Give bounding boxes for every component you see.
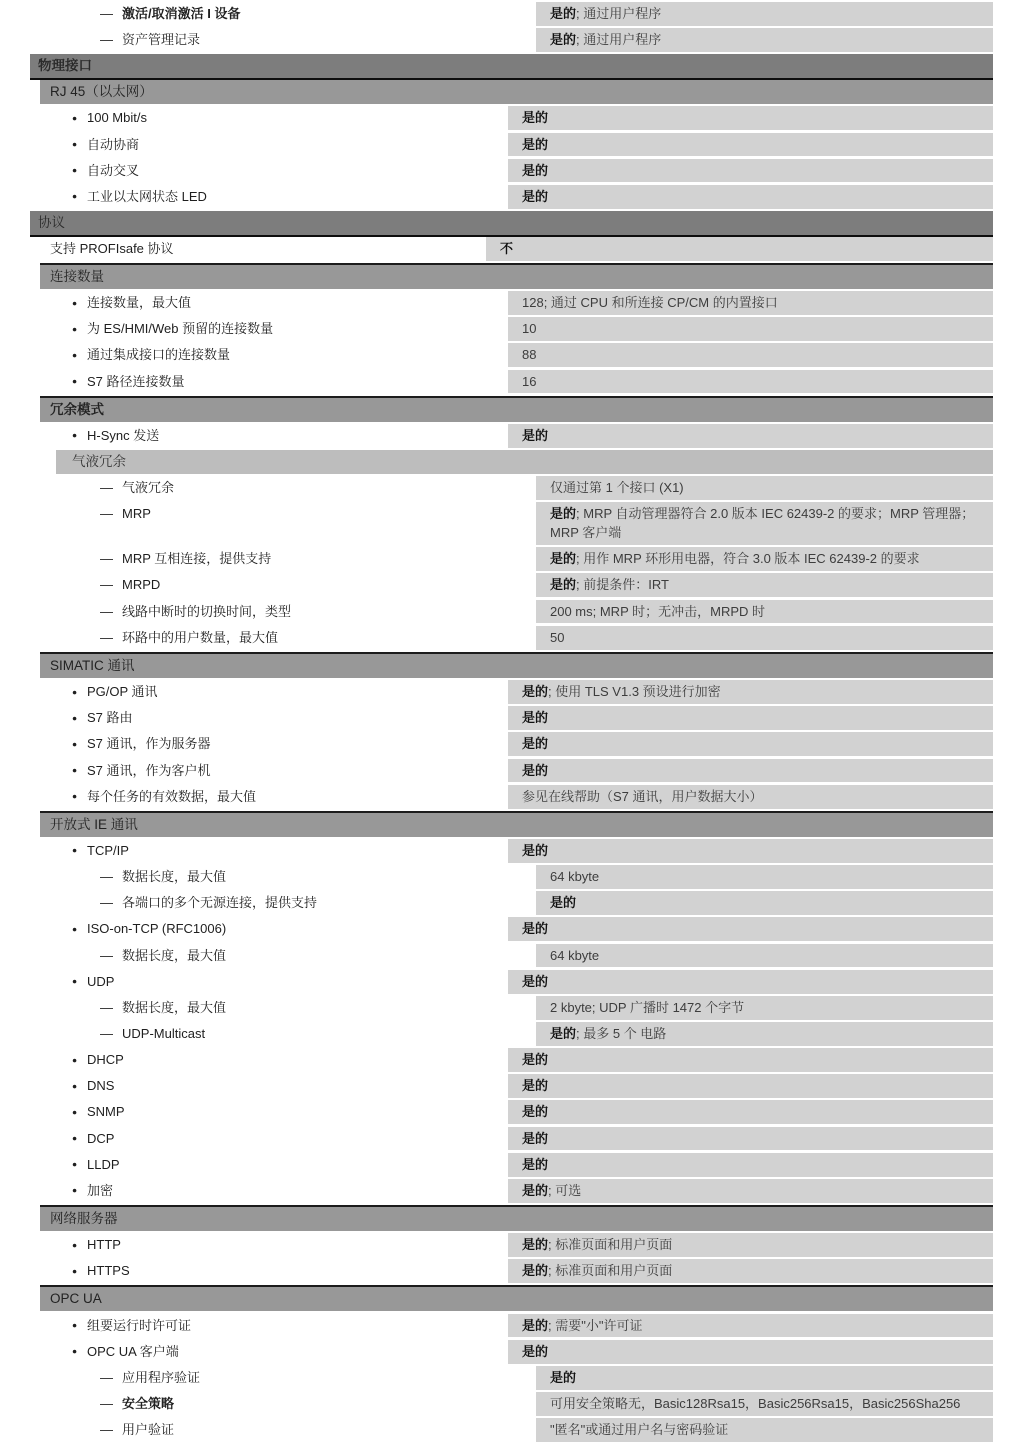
spec-value-cell bbox=[508, 785, 993, 809]
spec-row bbox=[30, 1179, 993, 1203]
spec-row bbox=[30, 891, 993, 915]
spec-row bbox=[30, 996, 993, 1020]
section-header-label: 协议 bbox=[38, 214, 65, 230]
section-header bbox=[40, 811, 993, 837]
spec-label-cell bbox=[30, 476, 536, 500]
spec-value-cell bbox=[508, 133, 993, 157]
spec-value: 是的 bbox=[522, 842, 549, 858]
spec-value: 是的 bbox=[522, 110, 549, 126]
spec-value: 是的 bbox=[522, 427, 549, 443]
spec-label-cell bbox=[30, 1233, 508, 1257]
spec-label: DCP bbox=[87, 1130, 115, 1146]
spec-label-cell bbox=[30, 706, 508, 730]
section-header-label: 网络服务器 bbox=[50, 1210, 118, 1226]
spec-value: 是的 bbox=[522, 736, 549, 752]
spec-value-cell bbox=[508, 839, 993, 863]
spec-row bbox=[30, 839, 993, 863]
spec-label-cell bbox=[30, 970, 508, 994]
spec-row bbox=[30, 573, 993, 597]
dash-icon: — bbox=[100, 32, 113, 48]
spec-label: S7 通讯，作为客户机 bbox=[87, 762, 211, 778]
dash-icon: — bbox=[100, 999, 113, 1015]
bullet-icon: ● bbox=[72, 323, 78, 334]
spec-value: 10 bbox=[522, 321, 537, 337]
spec-label: 应用程序验证 bbox=[122, 1369, 201, 1385]
spec-label: H-Sync 发送 bbox=[87, 427, 160, 443]
spec-row bbox=[30, 1074, 993, 1098]
spec-label-cell bbox=[30, 1259, 508, 1283]
spec-value: 是的; 标准页面和用户页面 bbox=[522, 1263, 673, 1279]
spec-value: "匿名"或通过用户名与密码验证 bbox=[550, 1422, 729, 1438]
spec-row bbox=[30, 970, 993, 994]
spec-value-cell bbox=[508, 1127, 993, 1151]
spec-value-cell bbox=[536, 1022, 993, 1046]
spec-value-cell bbox=[536, 1418, 993, 1442]
spec-row bbox=[30, 1048, 993, 1072]
spec-label: 资产管理记录 bbox=[122, 32, 201, 48]
spec-label-cell bbox=[30, 1340, 508, 1364]
spec-label: S7 路径连接数量 bbox=[87, 373, 185, 389]
spec-label-cell bbox=[30, 917, 508, 941]
section-header bbox=[40, 652, 993, 678]
spec-label: OPC UA 客户端 bbox=[87, 1343, 179, 1359]
dash-icon: — bbox=[100, 1396, 113, 1412]
spec-label: S7 通讯，作为服务器 bbox=[87, 736, 211, 752]
spec-label: 数据长度，最大值 bbox=[122, 947, 227, 963]
spec-row bbox=[30, 2, 993, 26]
spec-label: LLDP bbox=[87, 1156, 120, 1172]
dash-icon: — bbox=[100, 1025, 113, 1041]
spec-value: 是的; 用作 MRP 环形用电器，符合 3.0 版本 IEC 62439-2 的要求 bbox=[550, 551, 920, 567]
spec-label: 安全策略 bbox=[122, 1396, 175, 1412]
spec-label: 激活/取消激活 I 设备 bbox=[122, 6, 241, 21]
spec-value-cell bbox=[508, 317, 993, 341]
spec-label: PG/OP 通讯 bbox=[87, 684, 158, 700]
spec-label-cell bbox=[30, 865, 536, 889]
spec-value-cell bbox=[508, 106, 993, 130]
spec-value-cell bbox=[508, 370, 993, 394]
bullet-icon: ● bbox=[72, 1239, 78, 1250]
spec-label: 每个任务的有效数据，最大值 bbox=[87, 788, 257, 804]
bullet-icon: ● bbox=[72, 430, 78, 441]
section-header bbox=[40, 263, 993, 289]
spec-label-cell bbox=[30, 785, 508, 809]
spec-label-cell bbox=[30, 1366, 536, 1390]
section-header bbox=[40, 1285, 993, 1311]
spec-label: HTTP bbox=[87, 1237, 121, 1253]
spec-value: 是的 bbox=[550, 1369, 577, 1385]
spec-label: 自动交叉 bbox=[87, 162, 140, 178]
spec-row bbox=[30, 547, 993, 571]
spec-label-cell bbox=[30, 343, 508, 367]
spec-value-cell bbox=[508, 1314, 993, 1338]
bullet-icon: ● bbox=[72, 165, 78, 176]
spec-value: 是的 bbox=[522, 921, 549, 937]
spec-row bbox=[30, 1392, 993, 1416]
bullet-icon: ● bbox=[72, 738, 78, 749]
spec-value: 200 ms; MRP 时；无冲击，MRPD 时 bbox=[550, 603, 766, 619]
spec-value-cell bbox=[508, 1074, 993, 1098]
section-header-label: 气液冗余 bbox=[72, 454, 126, 470]
spec-label: 连接数量，最大值 bbox=[87, 295, 192, 311]
spec-row bbox=[30, 1153, 993, 1177]
spec-label: 组要运行时许可证 bbox=[87, 1317, 192, 1333]
spec-value: 128; 通过 CPU 和所连接 CP/CM 的内置接口 bbox=[522, 295, 778, 311]
spec-value: 是的 bbox=[522, 1052, 549, 1068]
spec-value: 是的 bbox=[522, 162, 549, 178]
spec-label: ISO-on-TCP (RFC1006) bbox=[87, 921, 227, 937]
spec-row bbox=[30, 1314, 993, 1338]
spec-value: 是的; 通过用户程序 bbox=[550, 32, 662, 48]
spec-label-cell bbox=[30, 370, 508, 394]
dash-icon: — bbox=[100, 629, 113, 645]
spec-value-cell bbox=[508, 159, 993, 183]
spec-label-cell bbox=[30, 839, 508, 863]
spec-value-cell bbox=[536, 626, 993, 650]
spec-value: 是的; 使用 TLS V1.3 预设进行加密 bbox=[522, 684, 721, 700]
bullet-icon: ● bbox=[72, 686, 78, 697]
spec-row bbox=[30, 185, 993, 209]
spec-row bbox=[30, 291, 993, 315]
spec-value-cell bbox=[536, 547, 993, 571]
spec-value-cell bbox=[508, 680, 993, 704]
bullet-icon: ● bbox=[72, 923, 78, 934]
spec-value: 不 bbox=[500, 240, 514, 256]
spec-row bbox=[30, 680, 993, 704]
dash-icon: — bbox=[100, 1422, 113, 1438]
bullet-icon: ● bbox=[72, 1080, 78, 1091]
spec-row bbox=[30, 424, 993, 448]
spec-label-cell bbox=[30, 185, 508, 209]
spec-row bbox=[30, 476, 993, 500]
spec-value: 是的; 最多 5 个 电路 bbox=[550, 1025, 667, 1041]
spec-row bbox=[30, 159, 993, 183]
bullet-icon: ● bbox=[72, 1265, 78, 1276]
section-header-label: 物理接口 bbox=[38, 58, 92, 74]
spec-table bbox=[30, 2, 993, 1444]
spec-value-cell bbox=[508, 1048, 993, 1072]
spec-row bbox=[30, 1259, 993, 1283]
spec-label-cell bbox=[30, 1022, 536, 1046]
spec-value-cell bbox=[508, 759, 993, 783]
spec-value: 16 bbox=[522, 373, 537, 389]
spec-value-cell bbox=[508, 1179, 993, 1203]
spec-row bbox=[30, 1418, 993, 1442]
bullet-icon: ● bbox=[72, 191, 78, 202]
bullet-icon: ● bbox=[72, 1133, 78, 1144]
spec-label-cell bbox=[30, 424, 508, 448]
spec-value: 是的 bbox=[522, 188, 549, 204]
spec-label-cell bbox=[30, 502, 536, 545]
spec-label-cell bbox=[30, 1314, 508, 1338]
spec-label-cell bbox=[30, 133, 508, 157]
section-header-label: 冗余模式 bbox=[50, 401, 104, 417]
bullet-icon: ● bbox=[72, 845, 78, 856]
spec-row bbox=[30, 370, 993, 394]
spec-value: 是的; 可选 bbox=[522, 1182, 582, 1198]
section-header bbox=[40, 396, 993, 422]
spec-label: UDP-Multicast bbox=[122, 1025, 206, 1041]
spec-label: 环路中的用户数量，最大值 bbox=[122, 629, 279, 645]
section-header bbox=[30, 54, 993, 80]
spec-value: 64 kbyte bbox=[550, 869, 600, 885]
spec-label: 气液冗余 bbox=[122, 480, 175, 496]
spec-row bbox=[30, 732, 993, 756]
spec-value-cell bbox=[536, 996, 993, 1020]
spec-value: 是的 bbox=[522, 762, 549, 778]
spec-row bbox=[30, 317, 993, 341]
spec-row bbox=[30, 106, 993, 130]
spec-value-cell bbox=[508, 1259, 993, 1283]
spec-value-cell bbox=[536, 1392, 993, 1416]
spec-label-cell bbox=[30, 1048, 508, 1072]
spec-value: 可用安全策略无，Basic128Rsa15，Basic256Rsa15，Basic256Sha256 bbox=[550, 1396, 961, 1412]
spec-label: SNMP bbox=[87, 1104, 125, 1120]
spec-value: 是的 bbox=[522, 1156, 549, 1172]
spec-label: TCP/IP bbox=[87, 842, 129, 858]
spec-value-cell bbox=[508, 706, 993, 730]
spec-value-cell bbox=[508, 1100, 993, 1124]
spec-label-cell bbox=[30, 291, 508, 315]
spec-label: MRPD bbox=[122, 577, 161, 593]
spec-value: 是的 bbox=[522, 1104, 549, 1120]
spec-row bbox=[30, 133, 993, 157]
bullet-icon: ● bbox=[72, 1054, 78, 1065]
spec-label: 数据长度，最大值 bbox=[122, 999, 227, 1015]
section-header-label: OPC UA bbox=[50, 1291, 102, 1307]
spec-value-cell bbox=[536, 865, 993, 889]
spec-label-cell bbox=[30, 2, 536, 26]
spec-label: 用户验证 bbox=[122, 1422, 175, 1438]
spec-value-cell bbox=[536, 573, 993, 597]
bullet-icon: ● bbox=[72, 765, 78, 776]
spec-value: 是的; MRP 自动管理器符合 2.0 版本 IEC 62439-2 的要求；MRP 管理器；MRP 客户端 bbox=[550, 506, 975, 541]
spec-label-cell bbox=[30, 600, 536, 624]
spec-label-cell bbox=[30, 1100, 508, 1124]
bullet-icon: ● bbox=[72, 376, 78, 387]
spec-value-cell bbox=[536, 600, 993, 624]
spec-value-cell bbox=[536, 502, 993, 545]
spec-label-cell bbox=[30, 680, 508, 704]
spec-value: 是的 bbox=[522, 136, 549, 152]
spec-label-cell bbox=[30, 237, 486, 261]
spec-label-cell bbox=[30, 732, 508, 756]
spec-label-cell bbox=[30, 891, 536, 915]
section-header-label: SIMATIC 通讯 bbox=[50, 657, 135, 673]
spec-label-cell bbox=[30, 1418, 536, 1442]
dash-icon: — bbox=[100, 6, 113, 21]
dash-icon: — bbox=[100, 1369, 113, 1385]
spec-value: 88 bbox=[522, 347, 537, 363]
spec-label: 通过集成接口的连接数量 bbox=[87, 347, 231, 363]
spec-row bbox=[30, 1100, 993, 1124]
bullet-icon: ● bbox=[72, 297, 78, 308]
dash-icon: — bbox=[100, 551, 113, 567]
spec-label: 100 Mbit/s bbox=[87, 110, 147, 126]
spec-label-cell bbox=[30, 944, 536, 968]
spec-value: 64 kbyte bbox=[550, 947, 600, 963]
spec-value: 是的 bbox=[522, 1078, 549, 1094]
bullet-icon: ● bbox=[72, 1106, 78, 1117]
spec-label: S7 路由 bbox=[87, 710, 133, 726]
spec-row bbox=[30, 28, 993, 52]
spec-label-cell bbox=[30, 547, 536, 571]
spec-label-cell bbox=[30, 759, 508, 783]
spec-value-cell bbox=[508, 1340, 993, 1364]
dash-icon: — bbox=[100, 506, 113, 522]
section-header-label: RJ 45（以太网） bbox=[50, 84, 153, 100]
spec-label: 各端口的多个无源连接，提供支持 bbox=[122, 895, 318, 911]
spec-label: MRP bbox=[122, 506, 151, 522]
spec-row bbox=[30, 1366, 993, 1390]
spec-value-cell bbox=[508, 917, 993, 941]
spec-value-cell bbox=[508, 732, 993, 756]
spec-value-cell bbox=[536, 1366, 993, 1390]
spec-label: HTTPS bbox=[87, 1263, 130, 1279]
section-header bbox=[30, 211, 993, 237]
section-header-label: 连接数量 bbox=[50, 268, 104, 284]
bullet-icon: ● bbox=[72, 1320, 78, 1331]
dash-icon: — bbox=[100, 480, 113, 496]
spec-label-cell bbox=[30, 1153, 508, 1177]
spec-label-cell bbox=[30, 1392, 536, 1416]
spec-value-cell bbox=[508, 1233, 993, 1257]
spec-row bbox=[30, 502, 993, 545]
dash-icon: — bbox=[100, 577, 113, 593]
spec-row bbox=[30, 759, 993, 783]
spec-label: MRP 互相连接，提供支持 bbox=[122, 551, 272, 567]
spec-label-cell bbox=[30, 1179, 508, 1203]
dash-icon: — bbox=[100, 869, 113, 885]
spec-label: 自动协商 bbox=[87, 136, 140, 152]
spec-label-cell bbox=[30, 626, 536, 650]
spec-value: 2 kbyte; UDP 广播时 1472 个字节 bbox=[550, 999, 745, 1015]
spec-value-cell bbox=[536, 944, 993, 968]
spec-value: 是的; 通过用户程序 bbox=[550, 6, 662, 21]
spec-label: UDP bbox=[87, 973, 115, 989]
spec-label-cell bbox=[30, 996, 536, 1020]
section-header bbox=[40, 1205, 993, 1231]
spec-row bbox=[30, 600, 993, 624]
spec-value: 仅通过第 1 个接口 (X1) bbox=[550, 480, 684, 496]
spec-row bbox=[30, 343, 993, 367]
spec-row bbox=[30, 626, 993, 650]
spec-value-cell bbox=[536, 476, 993, 500]
bullet-icon: ● bbox=[72, 1159, 78, 1170]
spec-label-cell bbox=[30, 1074, 508, 1098]
bullet-icon: ● bbox=[72, 349, 78, 360]
spec-label: 加密 bbox=[87, 1182, 114, 1198]
spec-row bbox=[30, 1022, 993, 1046]
spec-row bbox=[30, 1233, 993, 1257]
spec-row bbox=[30, 706, 993, 730]
dash-icon: — bbox=[100, 947, 113, 963]
section-header-label: 开放式 IE 通讯 bbox=[50, 816, 138, 832]
bullet-icon: ● bbox=[72, 976, 78, 987]
spec-label: DHCP bbox=[87, 1052, 124, 1068]
spec-value-cell bbox=[536, 28, 993, 52]
spec-row bbox=[30, 917, 993, 941]
dash-icon: — bbox=[100, 603, 113, 619]
spec-row bbox=[30, 785, 993, 809]
spec-value: 是的 bbox=[522, 1130, 549, 1146]
dash-icon: — bbox=[100, 895, 113, 911]
spec-value-cell bbox=[508, 1153, 993, 1177]
spec-label: 工业以太网状态 LED bbox=[87, 188, 207, 204]
bullet-icon: ● bbox=[72, 139, 78, 149]
bullet-icon: ● bbox=[72, 791, 78, 802]
spec-label-cell bbox=[30, 106, 508, 130]
spec-value: 是的 bbox=[550, 895, 577, 911]
bullet-icon: ● bbox=[72, 712, 78, 723]
spec-value-cell bbox=[508, 291, 993, 315]
spec-value: 50 bbox=[550, 629, 565, 645]
spec-value: 参见在线帮助（S7 通讯，用户数据大小） bbox=[522, 788, 763, 804]
spec-value: 是的; 标准页面和用户页面 bbox=[522, 1237, 673, 1253]
spec-label-cell bbox=[30, 573, 536, 597]
spec-label: 支持 PROFIsafe 协议 bbox=[50, 240, 174, 256]
spec-value-cell bbox=[508, 343, 993, 367]
section-header bbox=[56, 450, 993, 474]
spec-value: 是的 bbox=[522, 1343, 549, 1359]
spec-label-cell bbox=[30, 28, 536, 52]
spec-value-cell bbox=[536, 2, 993, 26]
spec-label-cell bbox=[30, 317, 508, 341]
spec-label: 线路中断时的切换时间，类型 bbox=[122, 603, 292, 619]
bullet-icon: ● bbox=[72, 1185, 78, 1196]
spec-value-cell bbox=[508, 185, 993, 209]
spec-value: 是的; 前提条件：IRT bbox=[550, 577, 669, 593]
spec-value: 是的 bbox=[522, 973, 549, 989]
spec-row bbox=[30, 944, 993, 968]
spec-value: 是的; 需要"小"许可证 bbox=[522, 1317, 643, 1333]
spec-row bbox=[30, 1127, 993, 1151]
spec-label: DNS bbox=[87, 1078, 115, 1094]
spec-label-cell bbox=[30, 159, 508, 183]
spec-value: 是的 bbox=[522, 710, 549, 726]
spec-label-cell bbox=[30, 1127, 508, 1151]
spec-row bbox=[30, 1340, 993, 1364]
spec-label: 为 ES/HMI/Web 预留的连接数量 bbox=[87, 321, 274, 337]
spec-label: 数据长度，最大值 bbox=[122, 869, 227, 885]
spec-value-cell bbox=[486, 237, 993, 261]
spec-row bbox=[30, 865, 993, 889]
spec-value-cell bbox=[508, 424, 993, 448]
bullet-icon: ● bbox=[72, 1346, 78, 1357]
section-header bbox=[40, 80, 993, 104]
spec-value-cell bbox=[508, 970, 993, 994]
bullet-icon: ● bbox=[72, 112, 78, 123]
spec-value-cell bbox=[536, 891, 993, 915]
spec-row bbox=[30, 237, 993, 261]
